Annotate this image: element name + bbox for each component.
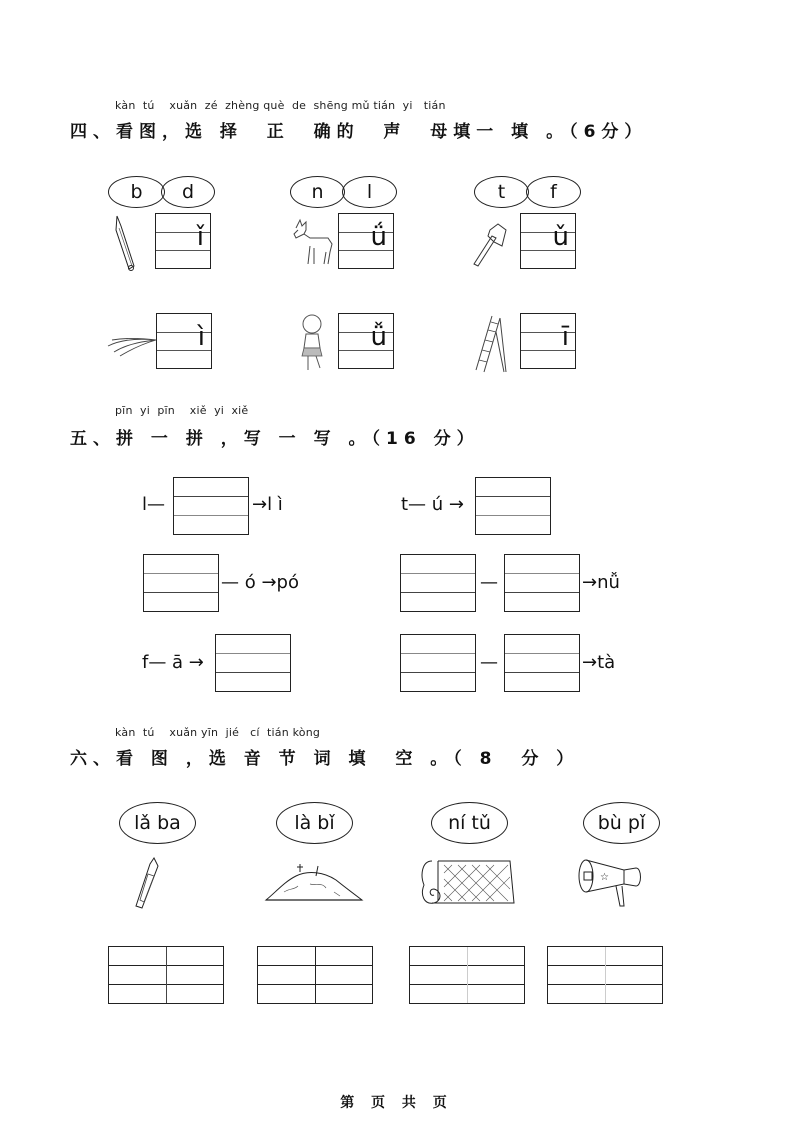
answer-box[interactable] [338,213,394,269]
answer-box[interactable] [155,213,211,269]
word-option[interactable]: bù pǐ [583,802,660,844]
answer-box[interactable] [520,313,576,369]
final-text: ǔ [552,222,569,252]
svg-text:☆: ☆ [600,872,609,883]
section5-pinyin: pīn yi pīn xiě yi xiě [115,404,249,417]
dirt-mound-icon [264,862,364,904]
write-box[interactable] [400,554,476,612]
final-text: ǘ [370,222,387,252]
trumpet-icon [576,856,646,910]
dash-text: — [480,572,498,593]
result-text: →tà [582,652,616,673]
final-text: ǐ [196,222,204,252]
section5-title: 五、拼 一 拼 ，写 一 写 。（16 分） [70,429,480,449]
section4-pinyin: kàn tú xuǎn zé zhèng què de shēng mǔ tián yi tián [115,99,446,112]
pencil-icon [112,214,142,272]
page-footer: 第 页 共 页 [340,1095,453,1111]
answer-box[interactable] [338,313,394,369]
write-box[interactable] [215,634,291,692]
dash-text: — [480,652,498,673]
cloth-roll-icon [418,855,518,907]
option-oval[interactable]: b [108,176,165,208]
write-box[interactable] [143,554,219,612]
option-oval[interactable]: f [526,176,581,208]
result-text: →l ì [252,494,283,515]
syllable-text: t— ú → [401,494,464,515]
section4-title: 四、看图，选 择 正 确的 声 母填一 填 。（6分） [70,122,648,142]
word-option[interactable]: lǎ ba [119,802,196,844]
write-box[interactable] [173,477,249,535]
result-text: — ó →pó [221,572,299,593]
word-option[interactable]: là bǐ [276,802,353,844]
answer-grid[interactable] [409,946,525,1004]
answer-box[interactable] [156,313,212,369]
final-text: ǚ [370,322,387,352]
wheat-icon [106,330,158,358]
final-text: ī [561,322,569,352]
option-oval[interactable]: l [342,176,397,208]
ladder-icon [472,312,512,374]
final-text: ì [197,322,205,352]
girl-icon [298,312,328,374]
option-oval[interactable]: n [290,176,345,208]
option-oval[interactable]: d [161,176,215,208]
answer-grid[interactable] [257,946,373,1004]
answer-grid[interactable] [547,946,663,1004]
write-box[interactable] [400,634,476,692]
word-option[interactable]: ní tǔ [431,802,508,844]
initial-text: l— [142,494,166,515]
section6-pinyin: kàn tú xuǎn yīn jié cí tián kòng [115,726,321,739]
answer-grid[interactable] [108,946,224,1004]
donkey-icon [290,218,336,268]
section6-title: 六、看 图 ，选 音 节 词 填 空 。（ 8 分 ） [70,749,580,769]
axe-icon [472,220,512,268]
crayon-icon [132,856,168,912]
write-box[interactable] [475,477,551,535]
option-oval[interactable]: t [474,176,529,208]
result-text: →nǚ [582,572,620,593]
write-box[interactable] [504,554,580,612]
write-box[interactable] [504,634,580,692]
syllable-text: f— ā → [142,652,204,673]
answer-box[interactable] [520,213,576,269]
